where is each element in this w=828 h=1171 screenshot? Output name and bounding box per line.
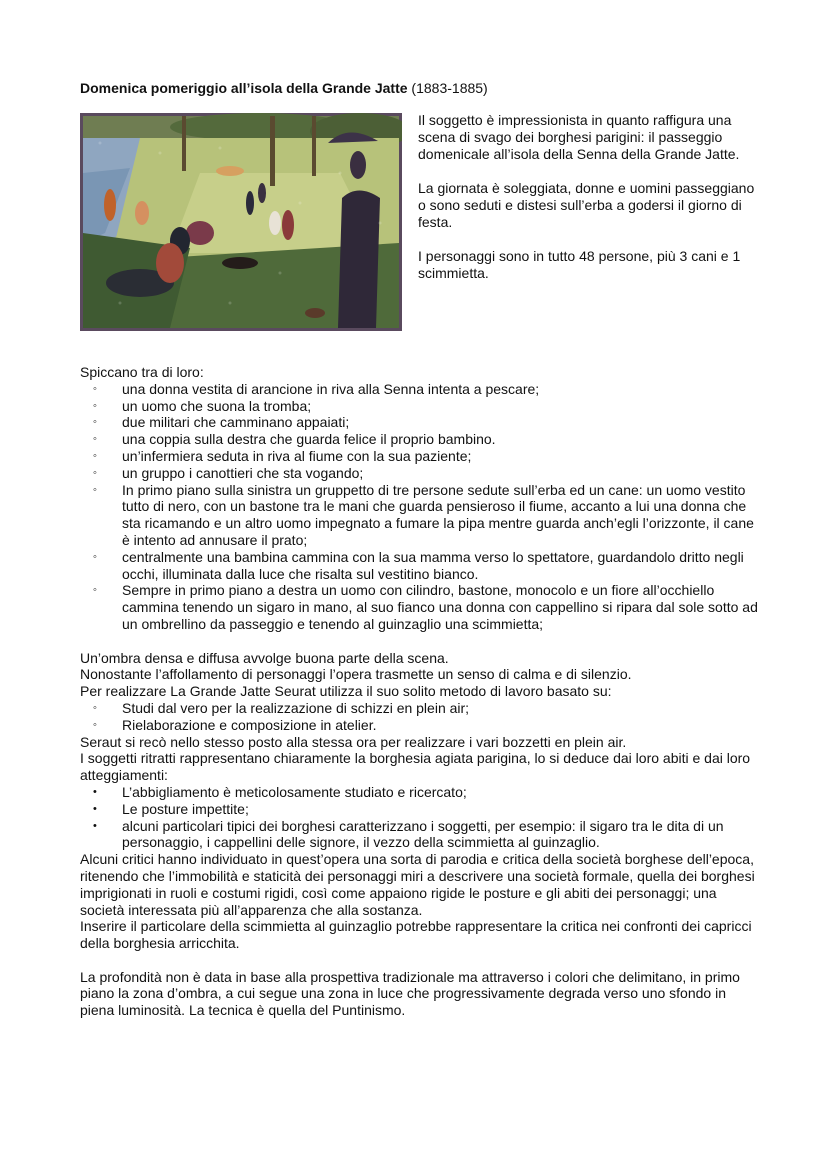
paragraph: Seraut si recò nello stesso posto alla stessa ora per realizzare i vari bozzetti en plein air.: [80, 733, 627, 750]
bullet-icon: ◦: [93, 584, 97, 597]
bullet-icon: ◦: [93, 433, 97, 446]
bullet-icon: •: [93, 785, 97, 798]
list-item: ◦ Sempre in primo piano a destra un uomo con cilindro, bastone, monocolo e un fiore all’occhiello cammina tenendo un sigaro in mano, al suo fianco una donna con cappellino si ripara dal sole sotto ad un ombrellino da passeggio e tenendo al guinzaglio una scimmietta;: [93, 582, 758, 632]
list-item: ◦ un gruppo i canottieri che sta vogando;: [93, 464, 364, 481]
title-years: (1883-1885): [407, 80, 488, 96]
list-item: ◦ centralmente una bambina cammina con la sua mamma verso lo spettatore, guardandolo dritto negli occhi, illuminata dalla luce che risalta sul vestitino bianco.: [93, 548, 744, 582]
list-item: • Le posture impettite;: [93, 800, 249, 817]
bullet-icon: ◦: [93, 466, 97, 479]
bullet-icon: ◦: [93, 449, 97, 462]
bullet-icon: ◦: [93, 701, 97, 714]
list-item: ◦ Studi dal vero per la realizzazione di schizzi en plein air;: [93, 699, 470, 716]
bullet-icon: ◦: [93, 416, 97, 429]
list-item: ◦ una coppia sulla destra che guarda felice il proprio bambino.: [93, 431, 496, 448]
title-bold: Domenica pomeriggio all’isola della Grande Jatte: [80, 80, 408, 96]
bullet-icon: ◦: [93, 382, 97, 395]
bullet-icon: ◦: [93, 718, 97, 731]
bullet-icon: ◦: [93, 483, 97, 496]
list-item: ◦ una donna vestita di arancione in riva alla Senna intenta a pescare;: [93, 380, 540, 397]
bullet-icon: •: [93, 802, 97, 815]
bullet-icon: •: [93, 819, 97, 832]
list-method: [80, 700, 760, 734]
paragraph: Alcuni critici hanno individuato in quest’opera una sorta di parodia e critica della società borghese dell’epoca, ritenendo che l’immobilità e staticità dei personaggi miri a descrivere una società formale, quella dei borghesi imprigionati in ruoli e costumi rigidi, così come appaiono rigide le posture e gli abiti dei personaggi; una società interessata più all’apparenza che alla sostanza.: [80, 851, 755, 918]
side-paragraph: Il soggetto è impressionista in quanto raffigura una scena di svago dei borghesi parigini: il passeggio domenicale all’isola della Senna della Grande Jatte.: [418, 112, 740, 162]
list-figures: [80, 381, 760, 633]
side-paragraph: I personaggi sono in tutto 48 persone, più 3 cani e 1 scimmietta.: [418, 248, 741, 281]
painting-grande-jatte: [80, 113, 402, 331]
list-bourgeois: [80, 784, 760, 851]
side-description: [418, 112, 763, 299]
list-item: ◦ un uomo che suona la tromba;: [93, 397, 312, 414]
list-item: ◦ due militari che camminano appaiati;: [93, 414, 350, 431]
document-title: [80, 80, 488, 97]
intro-line: Spiccano tra di loro:: [80, 364, 204, 380]
paragraph: I soggetti ritratti rappresentano chiaramente la borghesia agiata parigina, lo si deduce dai loro abiti e dai loro atteggiamenti:: [80, 750, 751, 784]
list-item: • alcuni particolari tipici dei borghesi caratterizzano i soggetti, per esempio: il sigaro tra le dita di un personaggio, i cappellini delle signore, il vezzo della scimmietta al guinzaglio.: [93, 817, 724, 851]
bullet-icon: ◦: [93, 399, 97, 412]
list-item: ◦ un’infermiera seduta in riva al fiume con la sua paziente;: [93, 447, 472, 464]
paragraph: Nonostante l’affollamento di personaggi l’opera trasmette un senso di calma e di silenzio.: [80, 666, 632, 683]
paragraph: Per realizzare La Grande Jatte Seurat utilizza il suo solito metodo di lavoro basato su:: [80, 683, 612, 700]
bullet-icon: ◦: [93, 550, 97, 563]
list-item: ◦ Rielaborazione e composizione in atelier.: [93, 716, 377, 733]
paragraph: La profondità non è data in base alla prospettiva tradizionale ma attraverso i colori che delimitano, in primo piano la zona d’ombra, a cui segue una zona in luce che progressivamente degrada verso uno sfondo in piena luminosità. La tecnica è quella del Puntinismo.: [80, 968, 740, 1019]
list-item: • L’abbigliamento è meticolosamente studiato e ricercato;: [93, 783, 467, 800]
list-item: ◦ In primo piano sulla sinistra un gruppetto di tre persone sedute sull’erba ed un cane: un uomo vestito tutto di nero, con un bastone tra le mani che guarda pensieroso il fiume, accanto a lui una donna che sta ricamando e un altro uomo impegnato a fumare la pipa mentre guarda anch’egli l’orizzonte, il cane è intento ad annusare il prato;: [93, 481, 754, 548]
paragraph: Un’ombra densa e diffusa avvolge buona parte della scena.: [80, 649, 449, 666]
main-text: [80, 364, 760, 1019]
paragraph: Inserire il particolare della scimmietta al guinzaglio potrebbe rappresentare la critica nei confronti dei capricci della borghesia arricchita.: [80, 918, 752, 952]
side-paragraph: La giornata è soleggiata, donne e uomini passeggiano o sono seduti e distesi sull’erba a godersi il giorno di festa.: [418, 180, 755, 230]
